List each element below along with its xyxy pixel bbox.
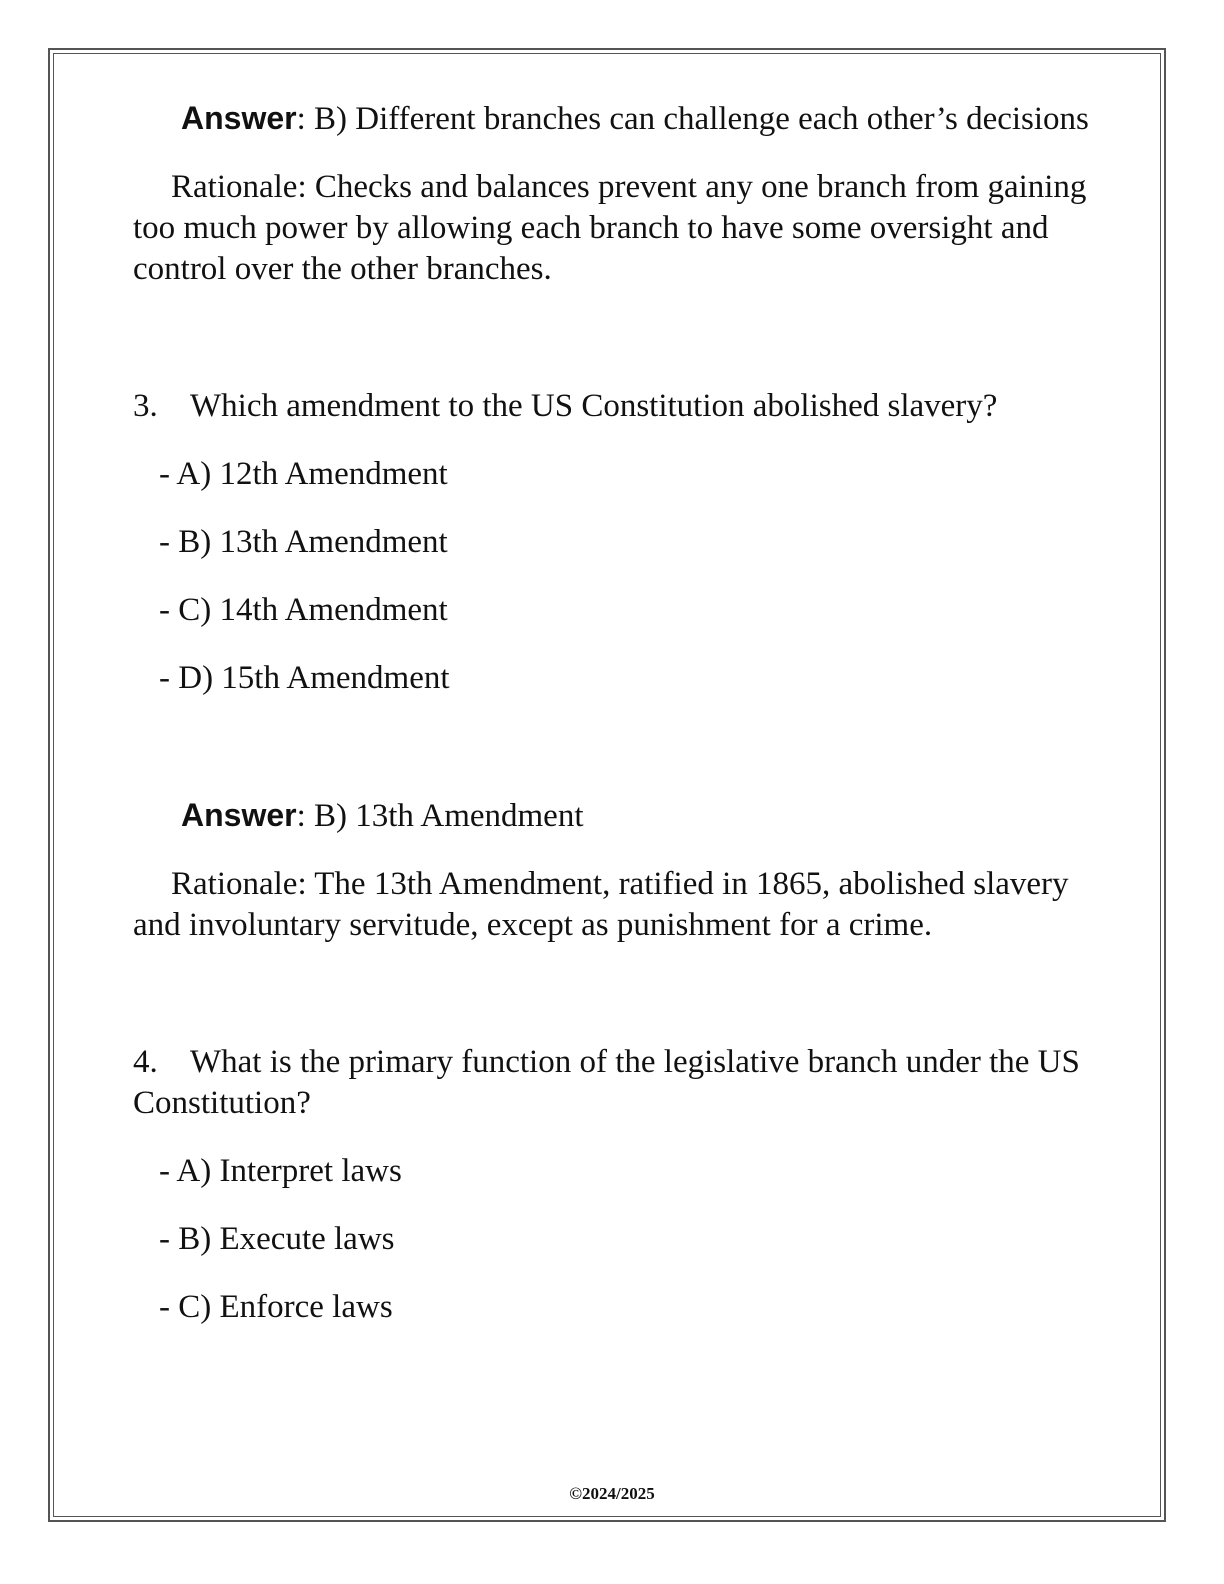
option-b: - B) 13th Amendment — [159, 524, 448, 560]
answer-label: Answer — [181, 797, 297, 833]
option-c: - C) Enforce laws — [159, 1289, 393, 1325]
question-number: 3. — [133, 388, 158, 424]
question-3 — [133, 386, 1093, 427]
option-c: - C) 14th Amendment — [159, 592, 448, 628]
answer-block-3 — [133, 795, 1093, 837]
option-b: - B) Execute laws — [159, 1221, 395, 1257]
option-d: - D) 15th Amendment — [159, 660, 450, 696]
question-number: 4. — [133, 1044, 158, 1080]
question-text: What is the primary function of the legislative branch under the US Constitution? — [133, 1044, 1080, 1121]
page-content — [133, 98, 1093, 1328]
question-4 — [133, 1042, 1093, 1124]
rationale-2: Rationale: Checks and balances prevent any one branch from gaining too much power by allowing each branch to have some oversight and control over the other branches. — [133, 169, 1087, 287]
rationale-3: Rationale: The 13th Amendment, ratified in 1865, abolished slavery and involuntary servitude, except as punishment for a crime. — [133, 866, 1069, 943]
option-a: - A) 12th Amendment — [159, 456, 448, 492]
copyright-footer: ©2024/2025 — [569, 1484, 655, 1503]
answer-label: Answer — [181, 100, 297, 136]
option-a: - A) Interpret laws — [159, 1153, 402, 1189]
answer-text: : B) 13th Amendment — [296, 798, 584, 834]
question-text: Which amendment to the US Constitution abolished slavery? — [190, 388, 998, 424]
answer-block-2 — [133, 98, 1093, 140]
answer-text: : B) Different branches can challenge each other’s decisions — [296, 101, 1089, 137]
